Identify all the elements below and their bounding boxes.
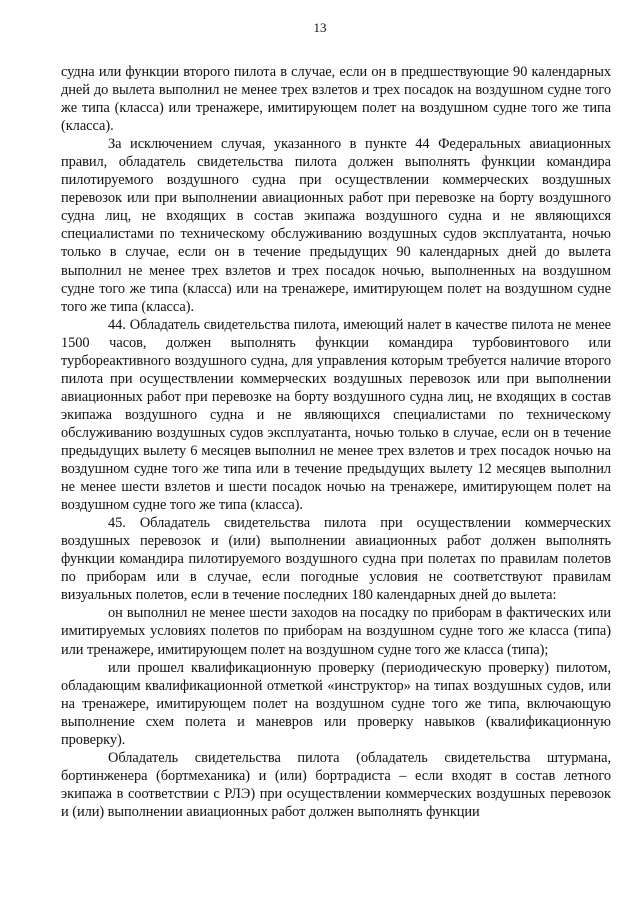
document-body (61, 63, 611, 821)
paragraph-instrument-approaches: он выполнил не менее шести заходов на посадку по приборам в фактических или имитируемых условиях полетов по приборам на воздушном судне того же класса (типа) или тренажере, имитирующем полет на воздушном судне того же класса (типа); (61, 605, 611, 658)
paragraph-qualification-check: или прошел квалификационную проверку (периодическую проверку) пилотом, обладающим квалификационной отметкой «инструктор» на типах воздушных судов, или на тренажере, имитирующем полет на воздушном судне того же типа, включающую выполнение схем полета и маневров или проверку навыков (квалификационную проверку). (61, 659, 611, 748)
paragraph-exception-night-flights: За исключением случая, указанного в пункте 44 Федеральных авиационных правил, обладатель свидетельства пилота должен выполнять функции командира пилотируемого воздушного судна при осуществлении коммерческих воздушных перевозок или при выполнении авиационных работ при перевозке на борту воздушного судна лиц, не входящих в состав экипажа воздушного судна и не являющихся специалистами по техническому обслуживанию воздушных судов эксплуатанта, ночью только в случае, если он в течение предыдущих 90 календарных дней до вылета выполнил не менее трех взлетов и трех посадок ночью, выполненных на воздушном судне того же типа (класса) или на тренажере, имитирующем полет на воздушном судне того же типа (класса). (61, 136, 611, 315)
page-number: 13 (313, 20, 327, 35)
paragraph-continuation: судна или функции второго пилота в случае, если он в предшествующие 90 календарных дней до вылета выполнил не менее трех взлетов и трех посадок на воздушном судне того же типа (класса) или тренажере, имитирующем полет на воздушном судне того же типа (класса). (61, 64, 611, 135)
paragraph-item-44: 44. Обладатель свидетельства пилота, имеющий налет в качестве пилота не менее 1500 часов, должен выполнять функции командира турбовинтового или турбореактивного воздушного судна, для управления которым требуется наличие второго пилота при осуществлении коммерческих воздушных перевозок или при выполнении авиационных работ при перевозке на борту воздушного судна лиц, не входящих в состав экипажа воздушного судна и не являющихся специалистами по техническому обслуживанию воздушных судов эксплуатанта, ночью только в случае, если он в течение предыдущих вылету 6 месяцев выполнил не менее трех взлетов и трех посадок ночью на воздушном судне того же типа или в течение предыдущих вылету 12 месяцев выполнил не менее шести взлетов и шести посадок ночью на тренажере, имитирующем полет на воздушном судне того же типа (класса). (61, 316, 611, 514)
paragraph-item-45: 45. Обладатель свидетельства пилота при осуществлении коммерческих воздушных перевозок и (или) выполнении авиационных работ должен выполнять функции командира пилотируемого воздушного судна при полетах по правилам полетов по приборам или в случае, если погодные условия не соответствуют правилам визуальных полетов, если в течение последних 180 календарных дней до вылета: (61, 515, 611, 604)
paragraph-crew-holders: Обладатель свидетельства пилота (обладатель свидетельства штурмана, бортинженера (бортмеханика) и (или) бортрадиста – если входят в состав летного экипажа в соответствии с РЛЭ) при осуществлении коммерческих воздушных перевозок и (или) выполнении авиационных работ должен выполнять функции (61, 749, 611, 820)
